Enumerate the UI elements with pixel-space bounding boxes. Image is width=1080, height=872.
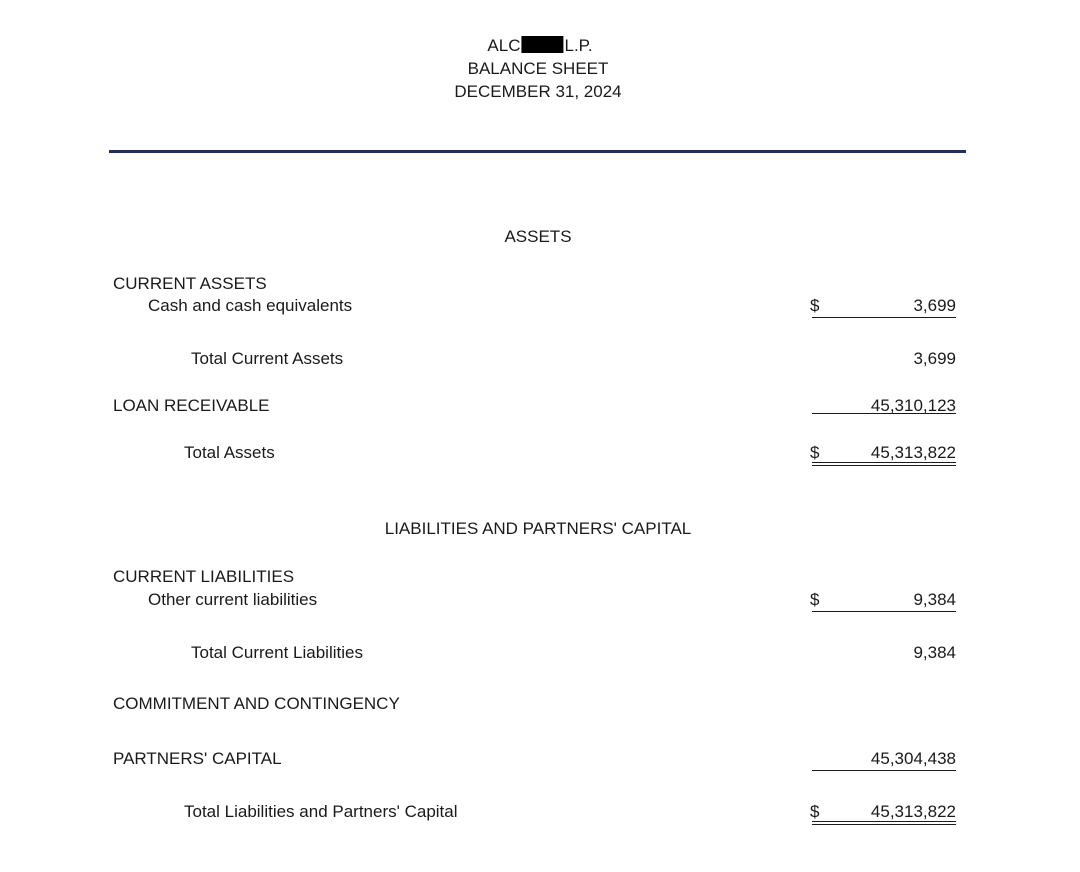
total-current-liabilities-label: Total Current Liabilities — [191, 643, 363, 662]
total-assets-double-underline — [812, 462, 956, 466]
current-liabilities-label: CURRENT LIABILITIES — [113, 567, 295, 586]
cash-label: Cash and cash equivalents — [148, 296, 353, 315]
total-current-assets-value: 3,699 — [913, 349, 956, 368]
statement-date: DECEMBER 31, 2024 — [454, 82, 622, 101]
other-current-liabilities-value: 9,384 — [913, 590, 956, 609]
total-liabilities-dollar-sign: $ — [810, 802, 820, 821]
cash-value: 3,699 — [913, 296, 956, 315]
loan-receivable-label: LOAN RECEIVABLE — [113, 396, 270, 415]
total-liabilities-capital-value: 45,313,822 — [870, 802, 956, 821]
document-title: BALANCE SHEET — [467, 59, 609, 78]
total-liabilities-capital-label: Total Liabilities and Partners' Capital — [184, 802, 458, 821]
cash-dollar-sign: $ — [810, 296, 820, 315]
assets-heading: ASSETS — [504, 227, 572, 246]
current-assets-label: CURRENT ASSETS — [113, 274, 267, 293]
other-current-liabilities-label: Other current liabilities — [148, 590, 318, 609]
company-name-suffix: L.P. — [564, 36, 593, 55]
loan-receivable-value: 45,310,123 — [870, 396, 956, 415]
partners-capital-label: PARTNERS' CAPITAL — [113, 749, 282, 768]
other-liabilities-underline — [812, 611, 956, 612]
commitment-contingency-label: COMMITMENT AND CONTINGENCY — [113, 694, 400, 713]
total-assets-label: Total Assets — [184, 443, 275, 462]
total-current-assets-label: Total Current Assets — [191, 349, 344, 368]
total-assets-value: 45,313,822 — [870, 443, 956, 462]
total-liabilities-double-underline — [812, 821, 956, 825]
other-liabilities-dollar-sign: $ — [810, 590, 820, 609]
cash-underline — [812, 317, 956, 318]
header-divider — [109, 150, 966, 153]
redaction-block — [522, 36, 564, 53]
liabilities-heading: LIABILITIES AND PARTNERS' CAPITAL — [384, 519, 692, 538]
company-name — [487, 36, 592, 56]
partners-capital-underline — [812, 770, 956, 771]
total-current-liabilities-value: 9,384 — [913, 643, 956, 662]
total-assets-dollar-sign: $ — [810, 443, 820, 462]
partners-capital-value: 45,304,438 — [870, 749, 956, 768]
company-name-prefix: ALC — [487, 36, 521, 55]
